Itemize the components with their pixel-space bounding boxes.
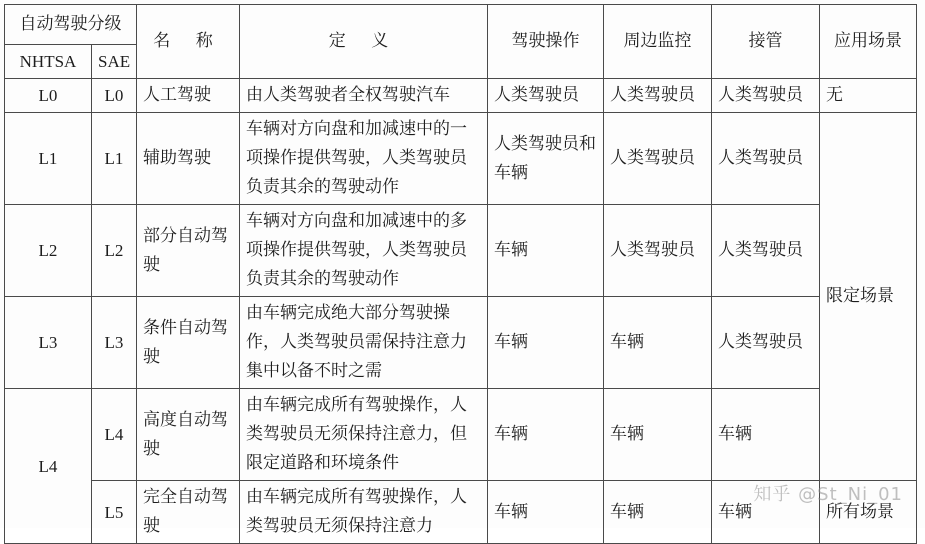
- header-monitoring: 周边监控: [604, 5, 712, 79]
- driving-cell: 车辆: [488, 481, 604, 544]
- definition-cell: 由人类驾驶者全权驾驶汽车: [240, 79, 488, 113]
- monitoring-cell: 车辆: [604, 389, 712, 481]
- takeover-cell: 人类驾驶员: [712, 113, 820, 205]
- sae-cell: L5: [92, 481, 137, 544]
- header-nhtsa: NHTSA: [5, 45, 92, 79]
- takeover-cell: 车辆: [712, 389, 820, 481]
- name-cell: 人工驾驶: [137, 79, 240, 113]
- scenario-cell: 无: [820, 79, 917, 113]
- definition-cell: 由车辆完成绝大部分驾驶操作，人类驾驶员需保持注意力集中以备不时之需: [240, 297, 488, 389]
- header-row: [5, 5, 917, 45]
- sae-cell: L3: [92, 297, 137, 389]
- monitoring-cell: 人类驾驶员: [604, 113, 712, 205]
- table-row: [5, 205, 917, 297]
- header-name: 名 称: [137, 5, 240, 79]
- header-sae: SAE: [92, 45, 137, 79]
- sae-cell: L2: [92, 205, 137, 297]
- table-row: [5, 389, 917, 481]
- nhtsa-cell: L4: [5, 389, 92, 544]
- scenario-cell: 所有场景: [820, 481, 917, 544]
- autonomous-driving-levels-table: [4, 4, 917, 544]
- header-definition: 定 义: [240, 5, 488, 79]
- table-row: [5, 297, 917, 389]
- limited-scenario-cell: 限定场景: [820, 113, 917, 481]
- definition-cell: 由车辆完成所有驾驶操作，人类驾驶员无须保持注意力: [240, 481, 488, 544]
- name-cell: 部分自动驾驶: [137, 205, 240, 297]
- driving-cell: 人类驾驶员和车辆: [488, 113, 604, 205]
- monitoring-cell: 车辆: [604, 297, 712, 389]
- name-cell: 辅助驾驶: [137, 113, 240, 205]
- takeover-cell: 人类驾驶员: [712, 297, 820, 389]
- nhtsa-cell: L1: [5, 113, 92, 205]
- header-level-group: 自动驾驶分级: [5, 5, 137, 45]
- takeover-cell: 车辆: [712, 481, 820, 544]
- name-cell: 条件自动驾驶: [137, 297, 240, 389]
- sae-cell: L4: [92, 389, 137, 481]
- monitoring-cell: 车辆: [604, 481, 712, 544]
- driving-cell: 车辆: [488, 205, 604, 297]
- sae-cell: L0: [92, 79, 137, 113]
- monitoring-cell: 人类驾驶员: [604, 79, 712, 113]
- definition-cell: 车辆对方向盘和加减速中的多项操作提供驾驶，人类驾驶员负责其余的驾驶动作: [240, 205, 488, 297]
- nhtsa-cell: L3: [5, 297, 92, 389]
- driving-cell: 车辆: [488, 297, 604, 389]
- sae-cell: L1: [92, 113, 137, 205]
- name-cell: 完全自动驾驶: [137, 481, 240, 544]
- header-driving: 驾驶操作: [488, 5, 604, 79]
- table-row: [5, 113, 917, 205]
- nhtsa-cell: L2: [5, 205, 92, 297]
- watermark: 知乎 @St_Ni_01: [753, 484, 903, 505]
- definition-cell: 车辆对方向盘和加减速中的一项操作提供驾驶，人类驾驶员负责其余的驾驶动作: [240, 113, 488, 205]
- driving-cell: 车辆: [488, 389, 604, 481]
- definition-cell: 由车辆完成所有驾驶操作，人类驾驶员无须保持注意力，但限定道路和环境条件: [240, 389, 488, 481]
- nhtsa-cell: L0: [5, 79, 92, 113]
- driving-cell: 人类驾驶员: [488, 79, 604, 113]
- name-cell: 高度自动驾驶: [137, 389, 240, 481]
- monitoring-cell: 人类驾驶员: [604, 205, 712, 297]
- table-row: [5, 79, 917, 113]
- takeover-cell: 人类驾驶员: [712, 79, 820, 113]
- takeover-cell: 人类驾驶员: [712, 205, 820, 297]
- header-scenario: 应用场景: [820, 5, 917, 79]
- header-takeover: 接管: [712, 5, 820, 79]
